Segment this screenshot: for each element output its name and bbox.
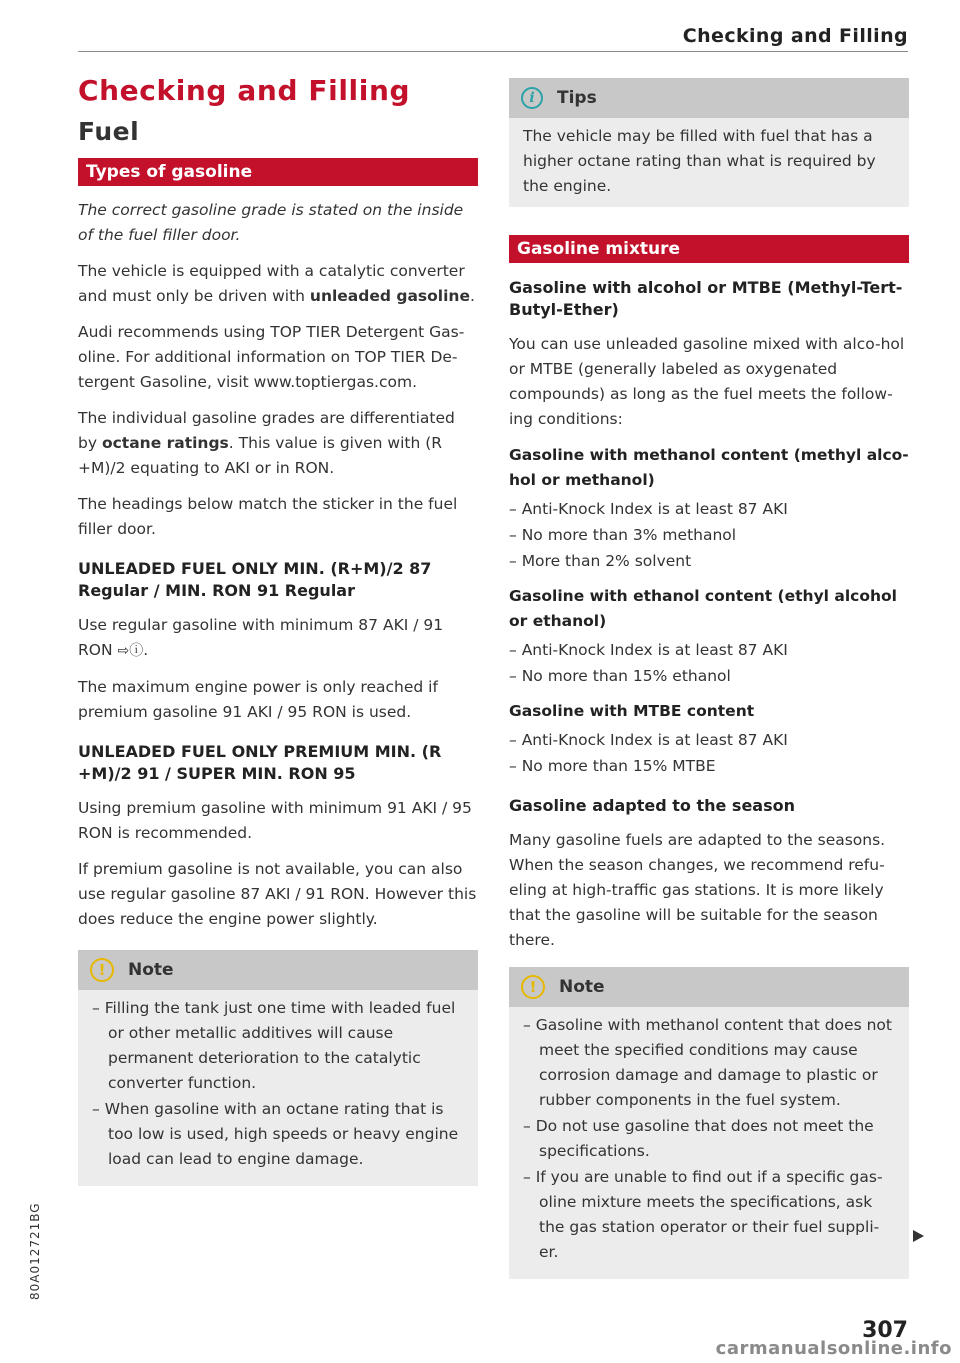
heading-premium: UNLEADED FUEL ONLY PREMIUM MIN. (R +M)/2 91 / SUPER MIN. RON 95 bbox=[78, 742, 442, 783]
list-item: – Do not use gasoline that does not meet the specifications. bbox=[523, 1114, 897, 1164]
note-body bbox=[78, 990, 478, 1186]
paragraph-premium: Using premium gasoline with minimum 91 AKI / 95 RON is recommended. bbox=[78, 799, 472, 842]
paragraph-unleaded bbox=[78, 259, 478, 309]
note-box-left bbox=[78, 950, 478, 1186]
text: The individual gasoline grades are differentiated by bbox=[78, 409, 455, 452]
heading-alcohol-mtbe: Gasoline with alcohol or MTBE (Methyl-Tert-Butyl-Ether) bbox=[509, 278, 903, 319]
note-list bbox=[92, 996, 466, 1172]
document-code: 80A012721BG bbox=[28, 1202, 42, 1300]
tips-body bbox=[509, 118, 909, 207]
paragraph-mixture: You can use unleaded gasoline mixed with alco-hol or MTBE (generally labeled as oxygenated compounds) as long as the fuel meets the follow-ing conditions: bbox=[509, 335, 905, 428]
paragraph-sticker: The headings below match the sticker in the fuel filler door. bbox=[78, 495, 458, 538]
types-of-gasoline-bar: Types of gasoline bbox=[78, 158, 478, 186]
list-item: – No more than 3% methanol bbox=[509, 523, 909, 548]
text: . This value is given with (R +M)/2 equating to AKI or in RON. bbox=[78, 434, 443, 477]
note-reference-link[interactable]: ⇨ⓘ bbox=[117, 643, 144, 659]
text: . bbox=[469, 287, 475, 305]
section-title: Fuel bbox=[78, 117, 140, 146]
heading-methanol: Gasoline with methanol content (methyl alco-hol or methanol) bbox=[509, 446, 909, 489]
ethanol-list bbox=[509, 638, 909, 689]
tips-box bbox=[509, 78, 909, 207]
list-item: – No more than 15% MTBE bbox=[509, 754, 909, 779]
heading-mtbe: Gasoline with MTBE content bbox=[509, 702, 755, 720]
tips-label: Tips bbox=[557, 88, 597, 108]
continue-arrow-icon bbox=[913, 1230, 924, 1242]
text: . bbox=[143, 641, 149, 659]
list-item: – If you are unable to find out if a specific gas-oline mixture meets the specifications, ask the gas station operator or their fuel suppli-er. bbox=[523, 1165, 897, 1265]
mtbe-list bbox=[509, 728, 909, 779]
text: Use regular gasoline with minimum 87 AKI / 91 RON bbox=[78, 616, 444, 659]
list-item: – Gasoline with methanol content that does not meet the specified conditions may cause corrosion damage and damage to plastic or rubber components in the fuel system. bbox=[523, 1013, 897, 1113]
page-number: 307 bbox=[862, 1318, 908, 1343]
tips-header bbox=[509, 78, 909, 118]
heading-regular: UNLEADED FUEL ONLY MIN. (R+M)/2 87 Regular / MIN. RON 91 Regular bbox=[78, 559, 432, 600]
right-column bbox=[509, 78, 909, 1293]
list-item: – Anti-Knock Index is at least 87 AKI bbox=[509, 638, 909, 663]
list-item: – More than 2% solvent bbox=[509, 549, 909, 574]
list-item: – When gasoline with an octane rating that is too low is used, high speeds or heavy engine load can lead to engine damage. bbox=[92, 1097, 466, 1172]
paragraph-regular-fallback: If premium gasoline is not available, you can also use regular gasoline 87 AKI / 91 RON. However this does reduce the engine power slightly. bbox=[78, 860, 477, 928]
paragraph-max-power: The maximum engine power is only reached if premium gasoline 91 AKI / 95 RON is used. bbox=[78, 678, 438, 721]
note-header bbox=[509, 967, 909, 1007]
header-rule bbox=[78, 51, 908, 52]
text: The vehicle is equipped with a catalytic converter and must only be driven with bbox=[78, 262, 465, 305]
list-item: – Anti-Knock Index is at least 87 AKI bbox=[509, 728, 909, 753]
tips-text: The vehicle may be filled with fuel that has a higher octane rating than what is required by the engine. bbox=[523, 127, 876, 195]
note-label: Note bbox=[128, 960, 174, 980]
note-list bbox=[523, 1013, 897, 1265]
info-icon: i bbox=[521, 87, 543, 109]
paragraph-octane bbox=[78, 406, 478, 481]
paragraph-season: Many gasoline fuels are adapted to the seasons. When the season changes, we recommend refu-eling at high-traffic gas stations. It is more likely that the gasoline will be suitable for the season there. bbox=[509, 831, 886, 949]
heading-ethanol: Gasoline with ethanol content (ethyl alcohol or ethanol) bbox=[509, 587, 897, 630]
note-header bbox=[78, 950, 478, 990]
heading-season: Gasoline adapted to the season bbox=[509, 796, 795, 815]
note-body bbox=[509, 1007, 909, 1279]
emphasis-octane: octane ratings bbox=[101, 434, 229, 452]
watermark: carmanualsonline.info bbox=[715, 1338, 952, 1359]
note-label: Note bbox=[559, 977, 605, 997]
warning-icon: ! bbox=[521, 975, 545, 999]
emphasis-unleaded: unleaded gasoline bbox=[309, 287, 470, 305]
paragraph-regular bbox=[78, 613, 478, 664]
running-header: Checking and Filling bbox=[682, 25, 908, 47]
note-box-right bbox=[509, 967, 909, 1279]
chapter-title: Checking and Filling bbox=[78, 74, 411, 107]
left-column bbox=[78, 70, 478, 1200]
paragraph-toptier: Audi recommends using TOP TIER Detergent Gas-oline. For additional information on TOP TIER De-tergent Gasoline, visit www.toptiergas.com. bbox=[78, 323, 465, 391]
warning-icon: ! bbox=[90, 958, 114, 982]
methanol-list bbox=[509, 497, 909, 574]
intro-italic: The correct gasoline grade is stated on the inside of the fuel filler door. bbox=[78, 201, 464, 244]
list-item: – Anti-Knock Index is at least 87 AKI bbox=[509, 497, 909, 522]
list-item: – No more than 15% ethanol bbox=[509, 664, 909, 689]
gasoline-mixture-bar: Gasoline mixture bbox=[509, 235, 909, 263]
list-item: – Filling the tank just one time with leaded fuel or other metallic additives will cause permanent deterioration to the catalytic converter function. bbox=[92, 996, 466, 1096]
